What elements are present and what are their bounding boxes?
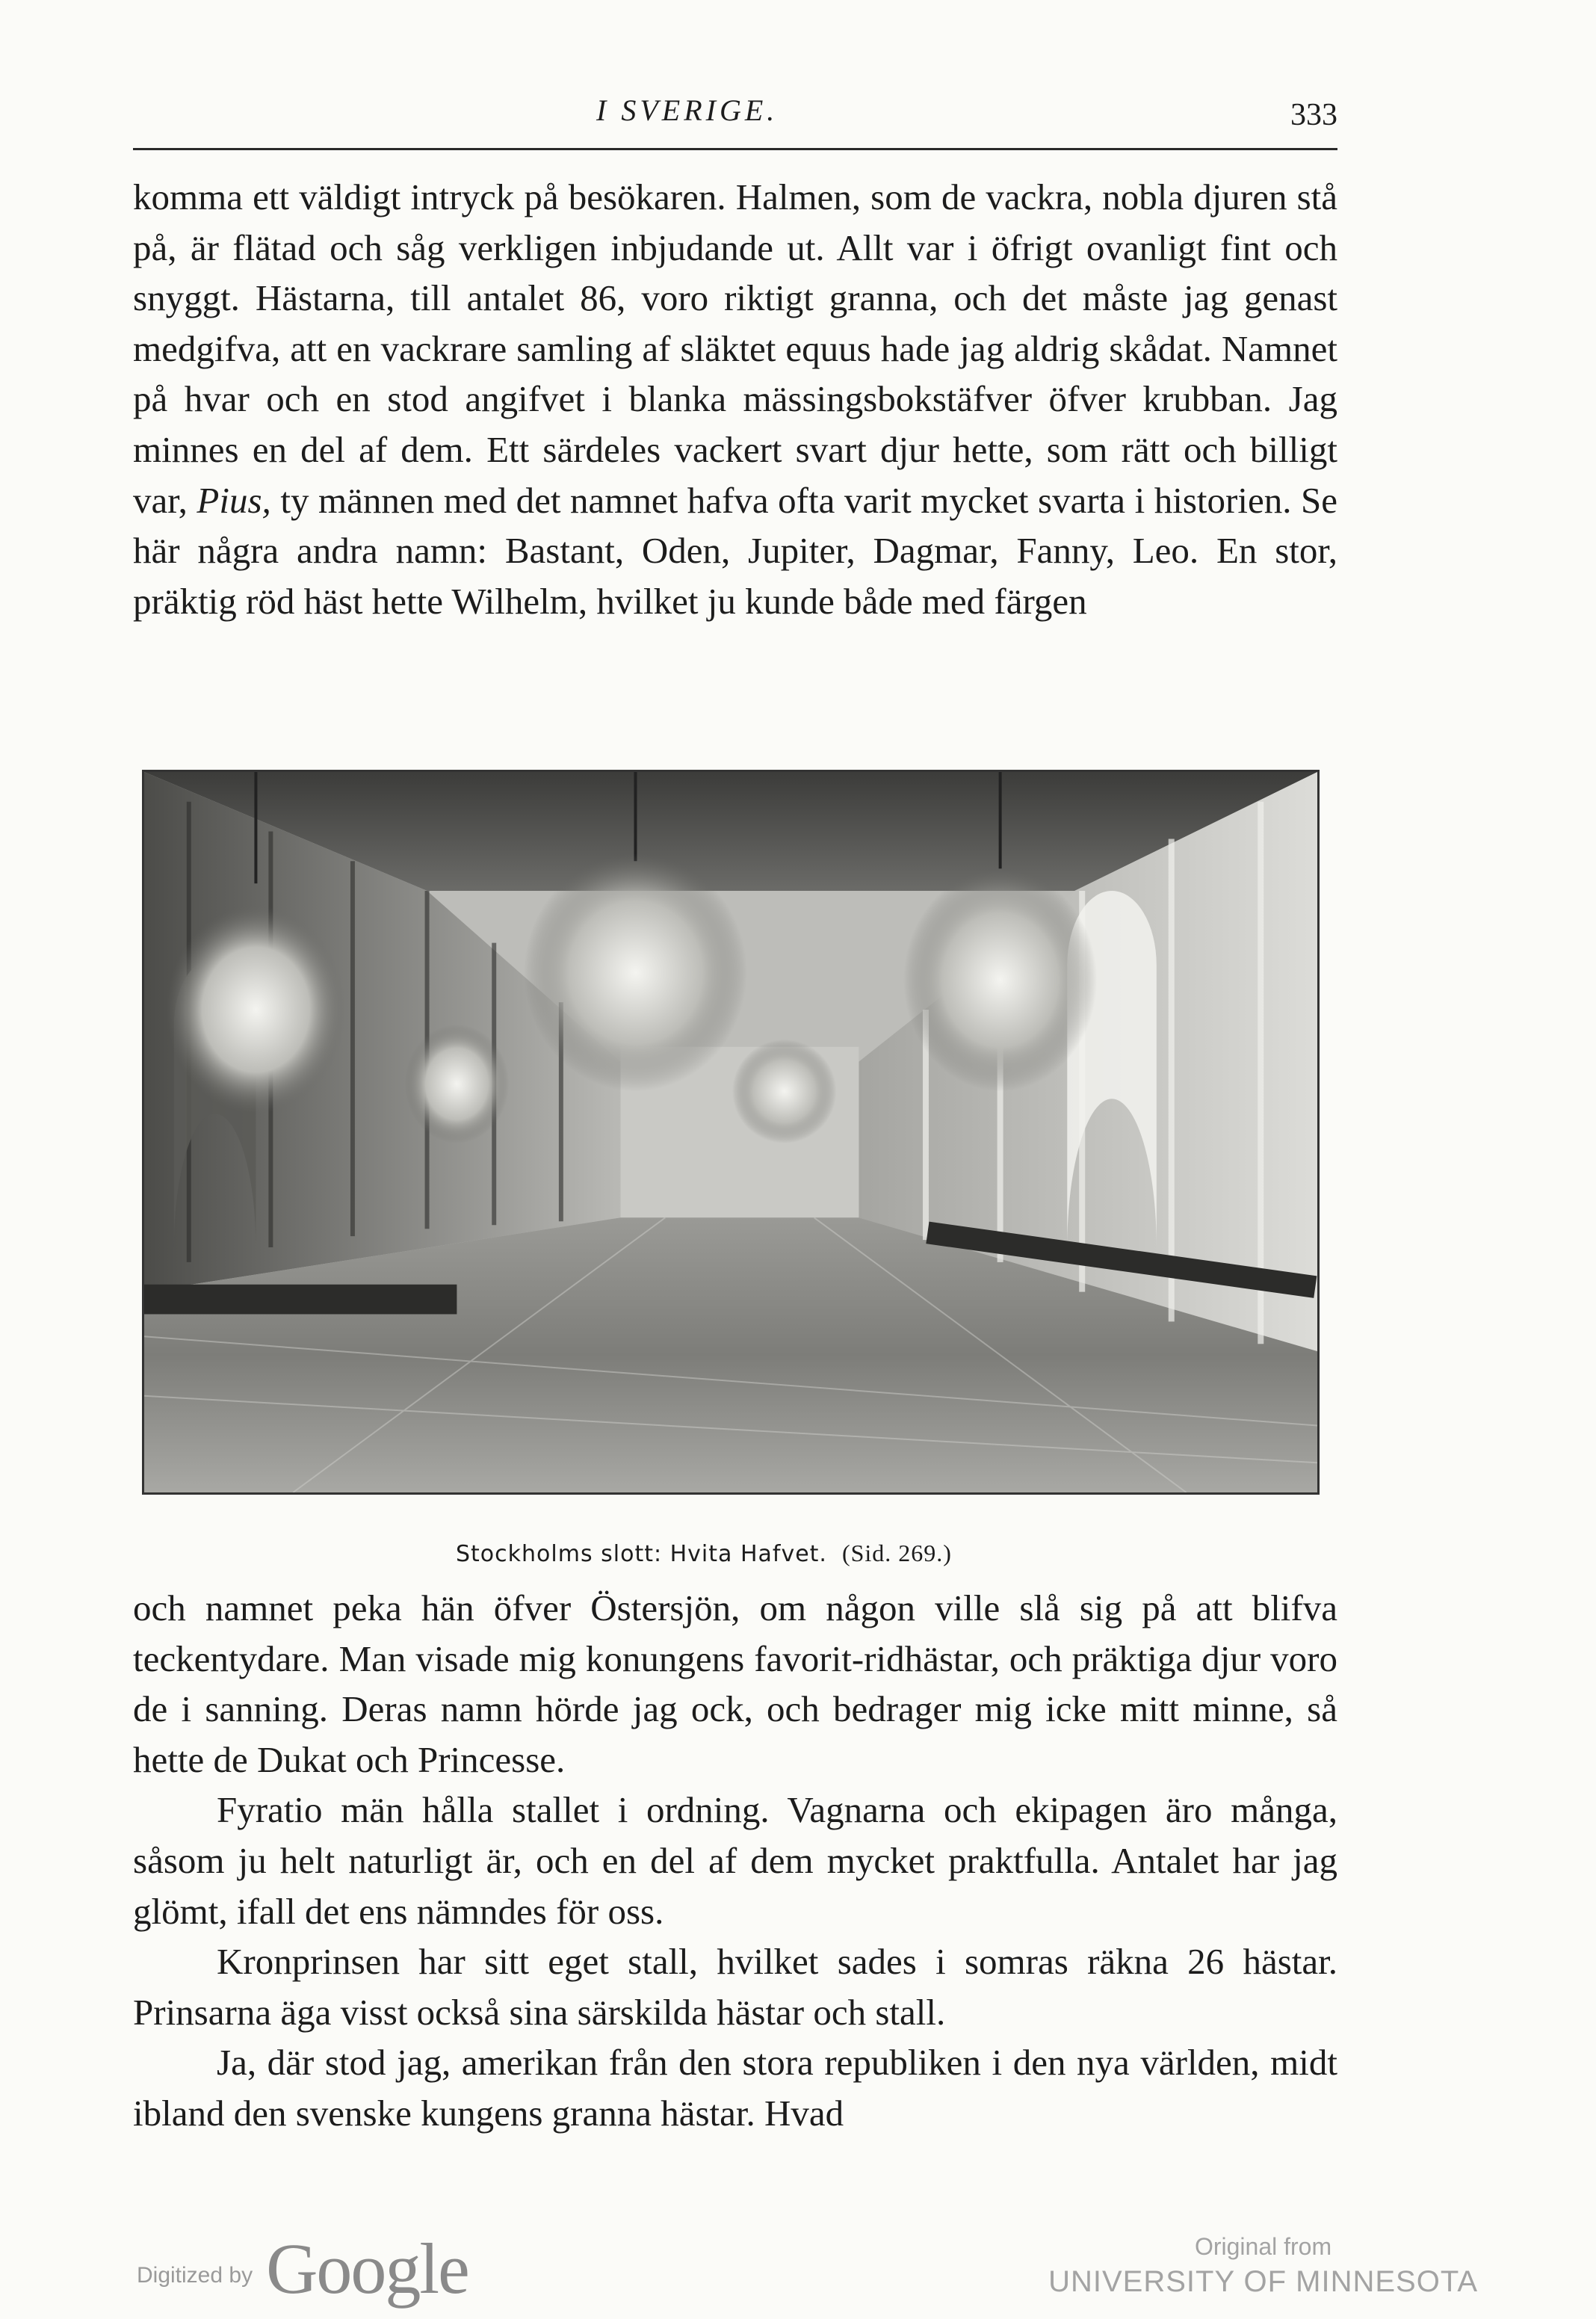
sentence: Hästarna, till antalet 86, voro riktigt granna, och det måste jag genast medgifva, att en vackrare samling af släktet equus hade jag aldrig skådat. [133, 277, 1338, 369]
original-label: Original from [1194, 2233, 1332, 2260]
sentence: Jag minnes en del af dem. [133, 378, 1337, 470]
sentence: komma ett väldigt intryck på besökaren. [133, 176, 726, 217]
original-source: UNIVERSITY OF MINNESOTA [1048, 2265, 1478, 2298]
paragraph: och namnet peka hän öfver Östersjön, om någon ville slå sig på att blifva teckentydare. Man visade mig konungens favorit-ridhästar, och präktiga djur voro de i sanning. Deras namn hörde jag ock, och bedrager mig icke mitt minne, så hette de Dukat och Princesse. [133, 1587, 1337, 1780]
paragraph: Kronprinsen har sitt eget stall, hvilket sades i somras räkna 26 hästar. Prinsarna äga visst också sina särskilda hästar och stall. [133, 1941, 1337, 2033]
sentence: Allt var i öfrigt ovanligt fint och snyggt. [133, 226, 1337, 319]
sentence: ty männen med det namnet hafva ofta varit mycket svarta i historien. [280, 479, 1292, 521]
body-text-bottom [133, 1583, 1337, 2139]
running-title: I SVERIGE. [596, 93, 779, 127]
sentence: En stor, präktig röd häst hette Wilhelm, hvilket ju kunde både med färgen [133, 530, 1337, 622]
italic-name: Pius, [197, 479, 271, 521]
ballroom-photograph [142, 770, 1320, 1495]
body-text-top [133, 172, 1337, 626]
page-number: 333 [1290, 98, 1337, 132]
sentence: Se här några andra namn: Bastant, Oden, Jupiter, Dagmar, Fanny, Leo. [133, 479, 1338, 572]
caption-title: Stockholms slott: Hvita Hafvet. [456, 1541, 827, 1567]
digitized-by-watermark [137, 2227, 468, 2310]
sentence: Halmen, som de vackra, nobla djuren stå på, är flätad och såg verkligen inbjudande ut. [133, 176, 1338, 268]
figure-caption [456, 1540, 952, 1567]
caption-page-reference: (Sid. 269.) [841, 1540, 952, 1566]
sentence: Ett särdeles vackert svart djur hette, som rätt och billigt var, [133, 428, 1337, 521]
digitized-label: Digitized by [137, 2263, 253, 2288]
paragraph [133, 172, 1337, 626]
google-logo: Google [266, 2229, 468, 2309]
page-header [133, 88, 1337, 150]
paragraph: Ja, där stod jag, amerikan från den stora republiken i den nya världen, midt ibland den svenske kungens granna hästar. Hvad [133, 2042, 1337, 2134]
sentence: Namnet på hvar och en stod angifvet i blanka mässingsbokstäfver öfver krubban. [133, 327, 1337, 420]
photo-illustration [144, 772, 1317, 1492]
original-source-watermark [1048, 2233, 1478, 2299]
paragraph: Fyratio män hålla stallet i ordning. Vagnarna och ekipagen äro många, såsom ju helt naturligt är, och en del af dem mycket praktfulla. Antalet har jag glömt, ifall det ens nämndes för oss. [133, 1789, 1337, 1932]
